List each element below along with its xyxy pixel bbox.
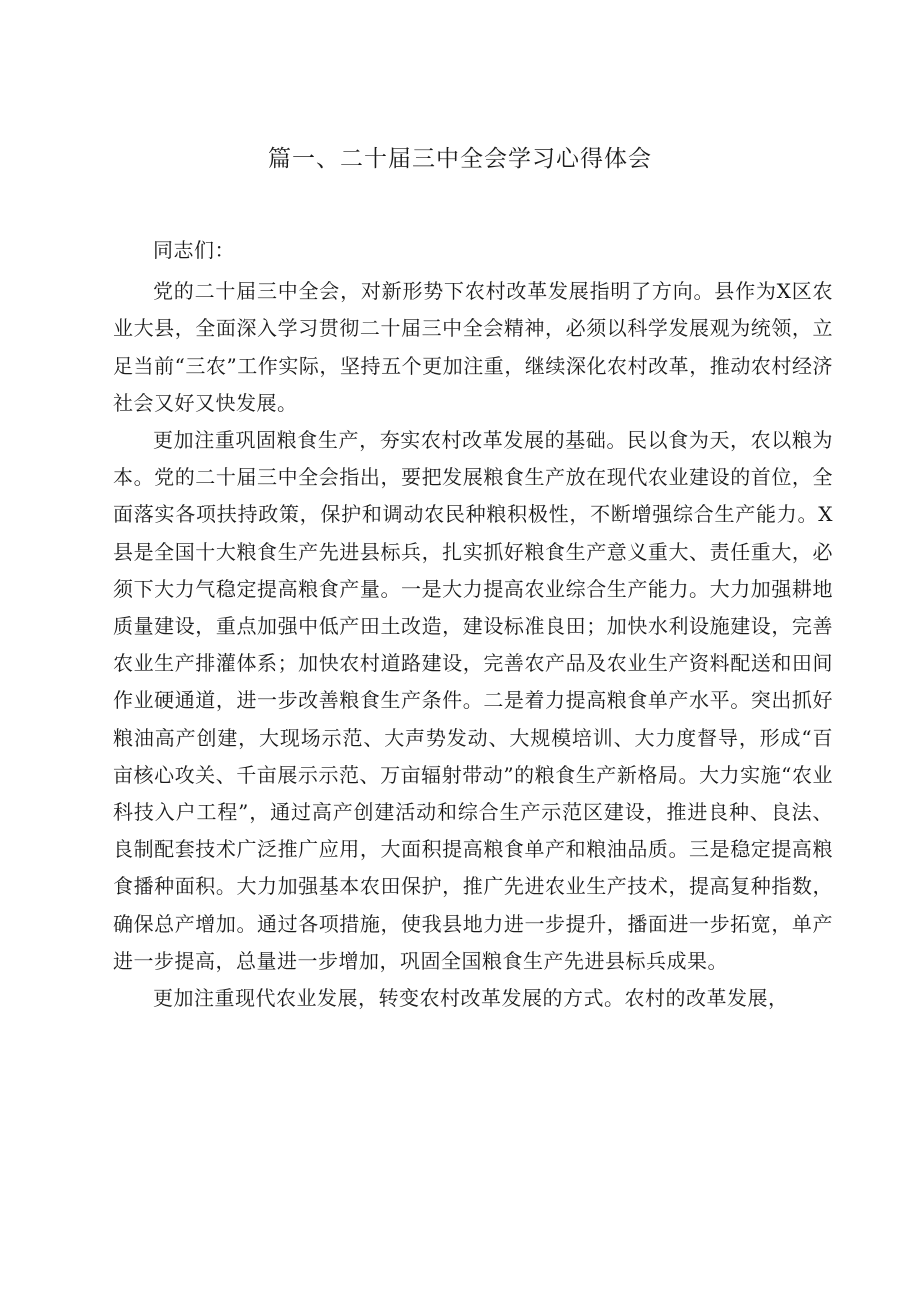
paragraph-intro: 党的二十届三中全会，对新形势下农村改革发展指明了方向。县作为X区农业大县，全面深入学习贯彻二十届三中全会精神，必须以科学发展观为统领，立足当前“三农”工作实际，坚持五个更加注重，继续深化农村改革，推动农村经济社会又好又快发展。: [113, 279, 833, 415]
document-title: 篇一、二十届三中全会学习心得体会: [268, 146, 652, 172]
paragraph-modern-agriculture: 更加注重现代农业发展，转变农村改革发展的方式。农村的改革发展，: [153, 986, 789, 1011]
salutation: 同志们：: [153, 238, 235, 262]
paragraph-grain-production: 更加注重巩固粮食生产，夯实农村改革发展的基础。民以食为天，农以粮为本。党的二十届三中全会指出，要把发展粮食生产放在现代农业建设的首位，全面落实各项扶持政策，保护和调动农民种粮积极性，不断增强综合生产能力。X县是全国十大粮食生产先进县标兵，扎实抓好粮食生产意义重大、责任重大，必须下大力气稳定提高粮食产量。一是大力提高农业综合生产能力。大力加强耕地质量建设，重点加强中低产田土改造，建设标准良田；加快水利设施建设，完善农业生产排灌体系；加快农村道路建设，完善农产品及农业生产资料配送和田间作业硬通道，进一步改善粮食生产条件。二是着力提高粮食单产水平。突出抓好粮油高产创建，大现场示范、大声势发动、大规模培训、大力度督导，形成“百亩核心攻关、千亩展示示范、万亩辐射带动”的粮食生产新格局。大力实施“农业科技入户工程”，通过高产创建活动和综合生产示范区建设，推进良种、良法、良制配套技术广泛推广应用，大面积提高粮食单产和粮油品质。三是稳定提高粮食播种面积。大力加强基本农田保护，推广先进农业生产技术，提高复种指数，确保总产增加。通过各项措施，使我县地力进一步提升，播面进一步拓宽，单产进一步提高，总量进一步增加，巩固全国粮食生产先进县标兵成果。: [113, 428, 833, 973]
document-body: [113, 232, 833, 1017]
